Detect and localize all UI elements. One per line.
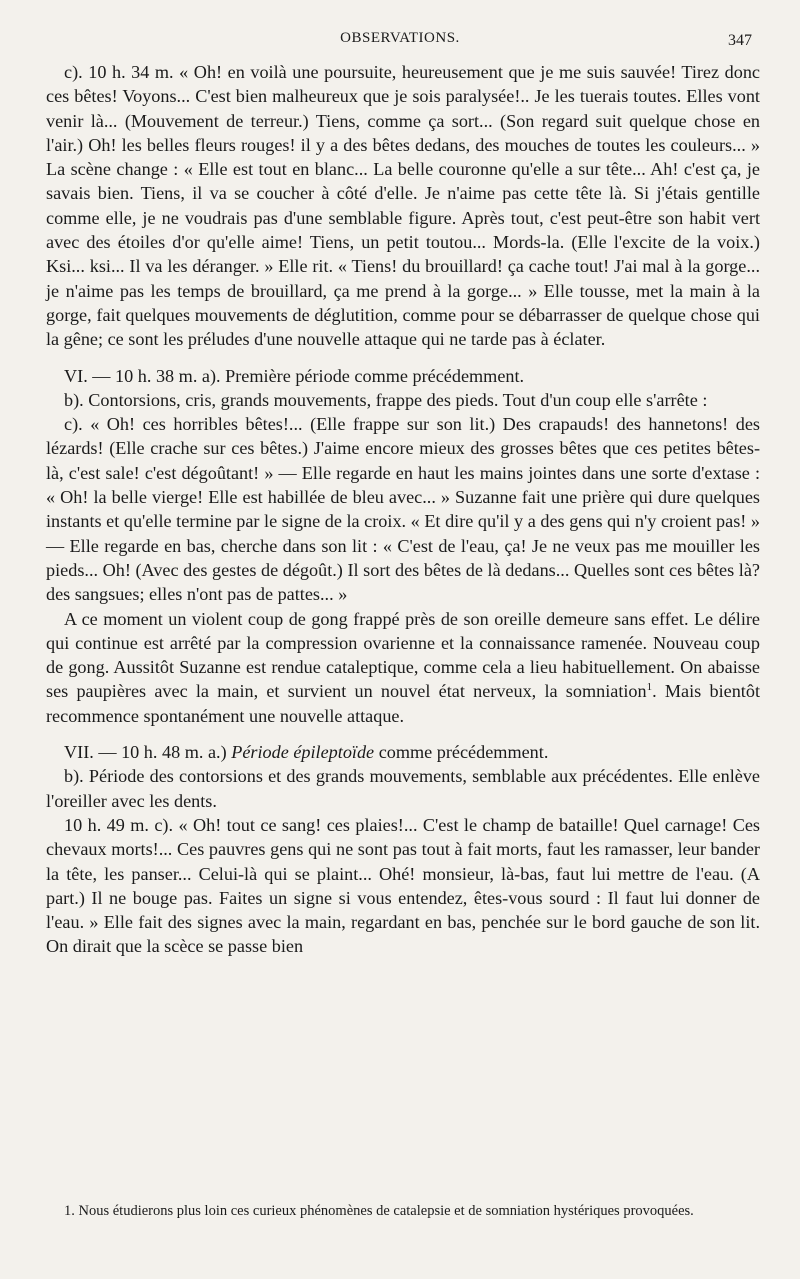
paragraph-gong-tail: . Mais bientôt recommence spontanément une nouvelle attaque.: [46, 681, 760, 726]
footnotes: [46, 1202, 760, 1221]
footnote-1: 1. Nous étudierons plus loin ces curieux phénomènes de catalepsie et de somniation hystériques provoquées.: [64, 1203, 694, 1219]
paragraph-vi-b: b). Contorsions, cris, grands mouvements, frappe des pieds. Tout d'un coup elle s'arrête :: [64, 389, 708, 410]
paragraph-vii-heading: [46, 740, 760, 764]
paragraph-vii-tail: comme précédemment.: [374, 742, 549, 763]
paragraph-10h49: 10 h. 49 m. c). « Oh! tout ce sang! ces plaies!... C'est le champ de bataille! Quel carnage! Ces chevaux morts!... Ces pauvres gens qui ne sont pas tout à fait morts, faut les ramasser, leur bander la tête, les panser... Celui-là qui se plaint... Ohé! monsieur, là-bas, faut lui mettre de l'eau. (A part.) Il ne bouge pas. Faites un signe si vous entendez, êtes-vous sourd : Il faut lui donner de l'eau. » Elle fait des signes avec la main, regardant en bas, penchée sur le bord gauche de son lit. On dirait que la scèce se passe bien: [46, 814, 760, 957]
body-text: [46, 60, 760, 959]
paragraph-vii-b: b). Période des contorsions et des grands mouvements, semblable aux précédentes. Elle enlève l'oreiller avec les dents.: [46, 766, 760, 811]
footnote-marker: 1: [646, 681, 653, 694]
page-header: [0, 30, 800, 56]
page-number: 347: [728, 32, 752, 49]
paragraph-vii-italic: Période épileptoïde: [231, 742, 375, 763]
paragraph-gong-text: A ce moment un violent coup de gong frappé près de son oreille demeure sans effet. Le délire qui continue est arrêté par la compression ovarienne et la connaissance ramenée. Nouveau coup de gong. Aussitôt Suzanne est rendue cataleptique, comme cela a lieu habituellement. On abaisse ses paupières avec la main, et survient un nouvel état nerveux, la somniation: [46, 608, 760, 702]
paragraph-vii-lead: VII. — 10 h. 48 m. a.): [64, 742, 232, 763]
paragraph-vi-c: c). « Oh! ces horribles bêtes!... (Elle frappe sur son lit.) Des crapauds! des hannetons! des lézards! (Elle crache sur ces bêtes.) J'aime encore mieux des grosses bêtes que ces petites bêtes-là, c'est sale! c'est dégoûtant! » — Elle regarde en haut les mains jointes dans une sorte d'extase : « Oh! la belle vierge! Elle est habillée de bleu avec... » Suzanne fait une prière qui dure quelques instants et qu'elle termine par le signe de la croix. « Et dire qu'il y a des gens qui n'y croient pas! » — Elle regarde en bas, cherche dans son lit : « C'est de l'eau, ça! Je ne veux pas me mouiller les pieds... Oh! (Avec des gestes de dégoût.) Il sort des bêtes de là dedans... Quelles sont ces bêtes là? des sangsues; elles n'ont pas de pattes... »: [46, 414, 760, 605]
paragraph-gong: [46, 607, 760, 728]
paragraph-vi-heading: VI. — 10 h. 38 m. a). Première période comme précédemment.: [64, 365, 525, 386]
running-head: OBSERVATIONS.: [340, 30, 460, 46]
paragraph-c-10h34: c). 10 h. 34 m. « Oh! en voilà une poursuite, heureusement que je me suis sauvée! Tirez donc ces bêtes! Voyons... C'est bien malheureux que je sois paralysée!.. Je les tuerais toutes. Elles vont venir là... (Mouvement de terreur.) Tiens, comme ça sort... (Son regard suit quelque chose en l'air.) Oh! les belles fleurs rouges! il y a des bêtes dedans, des mouches de toutes les couleurs... » La scène change : « Elle est tout en blanc... La belle couronne qu'elle a sur tête... Ah! c'est ça, je savais bien. Tiens, il va se coucher à côté d'elle. Je n'aime pas cette tête là. Si j'étais gentille comme elle, je ne voudrais pas d'une semblable figure. Après tout, c'est peut-être son habit vert avec des étoiles d'or qu'elle aime! Tiens, un petit toutou... Mords-la. (Elle l'excite de la voix.) Ksi... ksi... Il va les déranger. » Elle rit. « Tiens! du brouillard! ça cache tout! J'ai mal à la gorge... je n'aime pas les temps de brouillard, ça me prend à la gorge... » Elle tousse, met la main à la gorge, fait quelques mouvements de déglutition, comme pour se débarrasser de quelque chose qui la gêne; ce sont les préludes d'une nouvelle attaque qui ne tarde pas à éclater.: [46, 62, 760, 350]
